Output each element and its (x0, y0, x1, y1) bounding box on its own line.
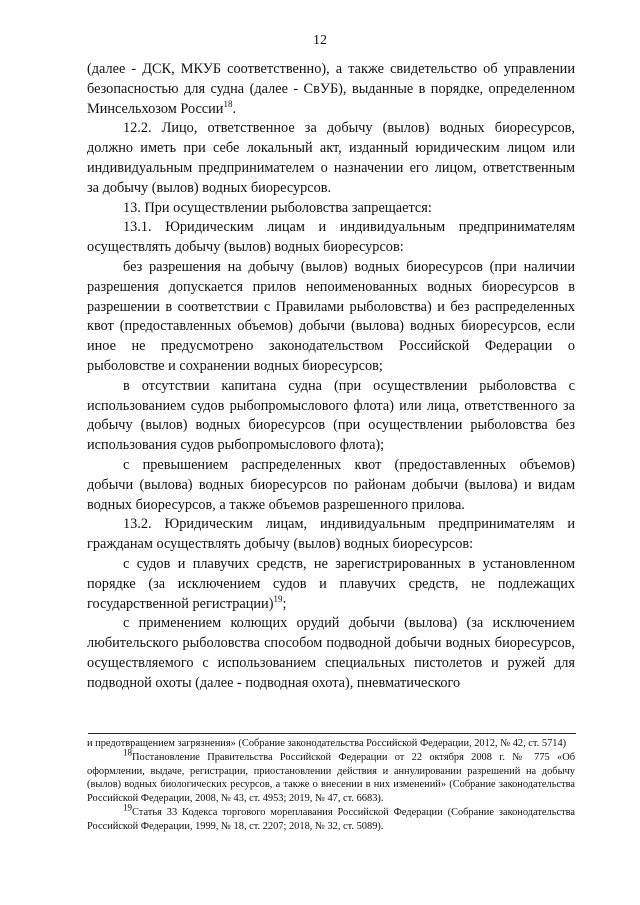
footnote-continuation: и предотвращением загрязнения» (Собрание законодательства Российской Федерации, 2012, № 42, ст. 5714) (87, 738, 567, 749)
paragraph-13-1-item-1: без разрешения на добычу (вылов) водных биоресурсов (при наличии разрешения допускается прилов непоименованных водных биоресурсов в разрешении в соответствии с Правилами рыболовства) и без распределенных квот (предоставленных объемов) добычи (вылова) водных биоресурсов, если иное не предусмотрено законодательством Российской Федерации о рыболовстве и сохранении водных биоресурсов; (87, 258, 575, 374)
paragraph-13: 13. При осуществлении рыболовства запрещается: (123, 199, 432, 216)
paragraph-13-1-item-3: с превышением распределенных квот (предоставленных объемов) добычи (вылова) водных биоресурсов по районам добычи (вылова) и видам водных биоресурсов, а также объемов разрешенного прилова. (87, 456, 575, 513)
footnote-18: $^{18}$Постановление Правительства Российской Федерации от 22 октября 2008 г. № 775 «Об оформлении, выдаче, регистрации, приостановлении действия и аннулировании разрешений на добычу (вылов) водных биологических ресурсов, а также о внесении в них изменений» (Собрание законодательства Российской Федерации, 2008, № 43, ст. 4953; 2019, № 47, ст. 6683). (87, 747, 575, 805)
paragraph-13-2-item-1: с судов и плавучих средств, не зарегистрированных в установленном порядке (за исключением судов и плавучих средств, не подлежащих государственной регистрации)$^{19}$; (87, 555, 575, 612)
paragraph-13-1-item-2: в отсутствии капитана судна (при осуществлении рыболовства с использованием судов рыбопромыслового флота) или лица, ответственного за добычу (вылов) водных биоресурсов (при осуществлении рыболовства без использования судов рыбопромыслового флота); (87, 377, 575, 454)
paragraph-13-2-item-2: с применением колющих орудий добычи (вылова) (за исключением любительского рыболовства способом подводной добычи водных биоресурсов, осуществляемого с использованием специальных пистолетов и ружей для подводной охоты (далее - подводная охота), пневматического (87, 615, 575, 691)
body-text (87, 60, 575, 694)
footnote-ref-18: 18 (223, 98, 233, 109)
paragraph-12-2: 12.2. Лицо, ответственное за добычу (вылов) водных биоресурсов, должно иметь при себе локальный акт, изданный юридическим лицом или индивидуальным предпринимателем о назначении его лицом, ответственным за добычу (вылов) водных биоресурсов. (87, 120, 575, 196)
paragraph-13-2: 13.2. Юридическим лицам, индивидуальным предпринимателям и гражданам осуществлять добычу (вылов) водных биоресурсов: (87, 516, 575, 553)
footnote-ref-19: 19 (273, 593, 283, 604)
footnote-mark-18: 18 (123, 747, 132, 758)
paragraph-13-1: 13.1. Юридическим лицам и индивидуальным предпринимателям осуществлять добычу (вылов) водных биоресурсов: (87, 219, 575, 256)
footnote-19: $^{19}$Статья 33 Кодекса торгового мореплавания Российской Федерации (Собрание законодательства Российской Федерации, 1999, № 18, ст. 2207; 2018, № 32, ст. 5089). (87, 802, 575, 832)
footnote-mark-19: 19 (123, 802, 132, 813)
footnotes (87, 737, 575, 834)
footnote-separator (88, 733, 576, 734)
page-number: 12 (313, 33, 327, 48)
paragraph-continuation: (далее - ДСК, МКУБ соответственно), а также свидетельство об управлении безопасностью для судна (далее - СвУБ), выданные в порядке, определенном Минсельхозом России$^{18}$. (87, 61, 575, 117)
